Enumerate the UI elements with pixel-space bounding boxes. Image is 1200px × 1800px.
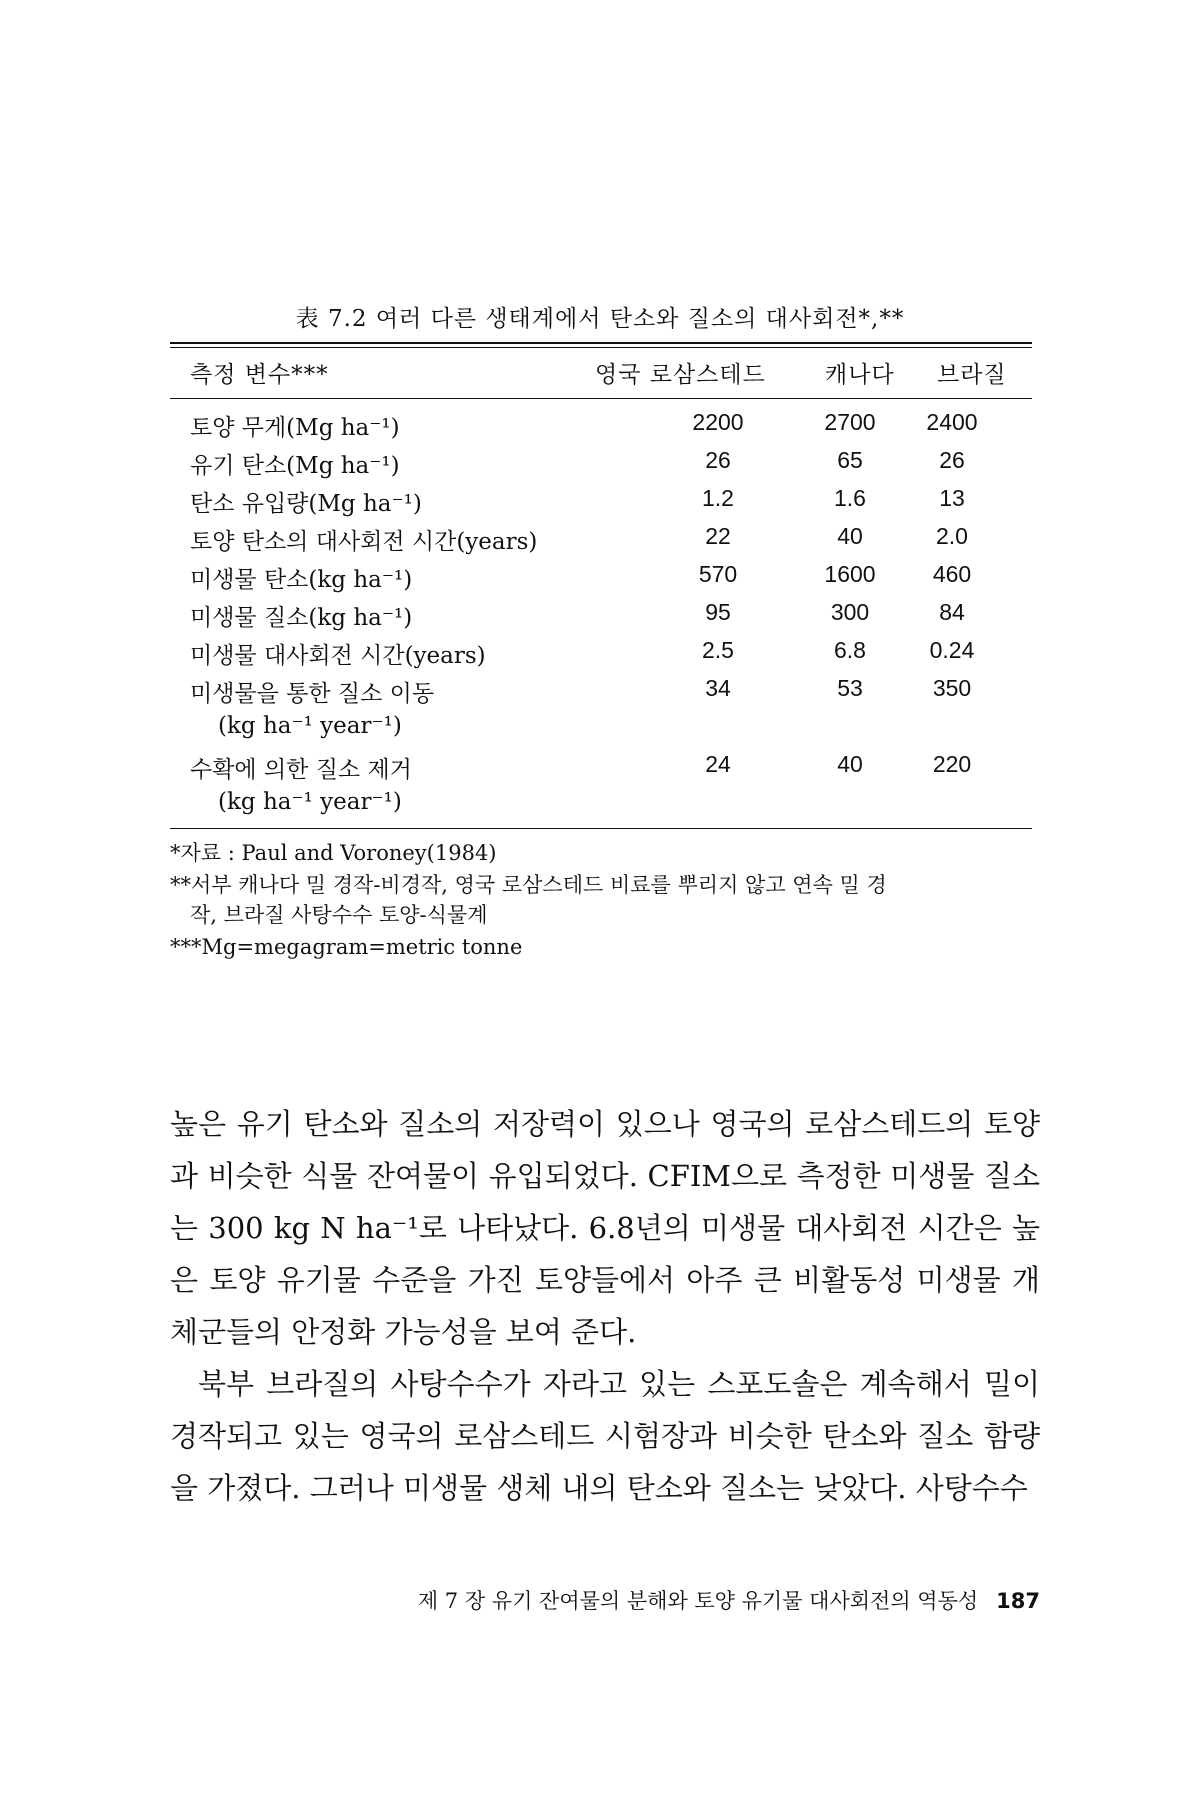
row-label: 토양 무게(Mg ha⁻¹) bbox=[190, 415, 400, 441]
header-canada: 캐나다 bbox=[825, 362, 895, 388]
row-label: 미생물 질소(kg ha⁻¹) bbox=[190, 605, 413, 631]
header-rothamsted: 영국 로삼스테드 bbox=[595, 362, 766, 388]
row-label: 미생물 탄소(kg ha⁻¹) bbox=[190, 567, 413, 593]
cell-brazil: 350 bbox=[932, 675, 972, 701]
table-caption: 表 7.2 여러 다른 생태계에서 탄소와 질소의 대사회전*,** bbox=[295, 306, 905, 332]
cell-brazil: 460 bbox=[932, 561, 972, 587]
cell-canada: 53 bbox=[837, 675, 863, 701]
table-note-sites: **서부 캐나다 밀 경작-비경작, 영국 로삼스테드 비료를 뿌리지 않고 연속 밀 경 bbox=[170, 873, 887, 897]
cell-rothamsted: 2200 bbox=[692, 409, 744, 435]
cell-canada: 1.6 bbox=[834, 485, 866, 511]
row-label: 유기 탄소(Mg ha⁻¹) bbox=[190, 453, 400, 479]
cell-brazil: 2400 bbox=[926, 409, 978, 435]
table-bottom-rule bbox=[170, 828, 1032, 829]
cell-brazil: 0.24 bbox=[929, 637, 975, 663]
page-number: 187 bbox=[996, 1589, 1040, 1613]
cell-rothamsted: 24 bbox=[705, 751, 731, 777]
table-top-rule-thin bbox=[170, 347, 1032, 348]
row-label: 미생물을 통한 질소 이동 bbox=[190, 681, 435, 707]
cell-brazil: 26 bbox=[939, 447, 965, 473]
row-label: 미생물 대사회전 시간(years) bbox=[190, 643, 486, 669]
cell-rothamsted: 1.2 bbox=[702, 485, 734, 511]
page-footer bbox=[170, 1585, 1040, 1615]
row-unit: (kg ha⁻¹ year⁻¹) bbox=[218, 789, 402, 815]
cell-canada: 40 bbox=[837, 523, 863, 549]
cell-canada: 1600 bbox=[824, 561, 876, 587]
table-note-units: ***Mg=megagram=metric tonne bbox=[170, 935, 523, 959]
paragraph-2: 북부 브라질의 사탕수수가 자라고 있는 스포도솔은 계속해서 밀이 경작되고 있는 영국의 로삼스테드 시험장과 비슷한 탄소와 질소 함량을 가졌다. 그러나 미생물 생체 내의 탄소와 질소는 낮았다. 사탕수수 bbox=[170, 1367, 1040, 1505]
table-header-rule bbox=[170, 398, 1032, 399]
chapter-title: 제 7 장 유기 잔여물의 분해와 토양 유기물 대사회전의 역동성 bbox=[417, 1589, 979, 1613]
header-variable: 측정 변수*** bbox=[190, 362, 329, 388]
cell-rothamsted: 26 bbox=[705, 447, 731, 473]
cell-rothamsted: 2.5 bbox=[702, 637, 734, 663]
cell-canada: 6.8 bbox=[834, 637, 866, 663]
row-label: 토양 탄소의 대사회전 시간(years) bbox=[190, 529, 538, 555]
row-label: 수확에 의한 질소 제거 bbox=[190, 757, 412, 783]
cell-rothamsted: 22 bbox=[705, 523, 731, 549]
header-brazil: 브라질 bbox=[937, 362, 1007, 388]
cell-canada: 2700 bbox=[824, 409, 876, 435]
cell-brazil: 13 bbox=[939, 485, 965, 511]
row-unit: (kg ha⁻¹ year⁻¹) bbox=[218, 713, 402, 739]
cell-rothamsted: 34 bbox=[705, 675, 731, 701]
cell-brazil: 220 bbox=[932, 751, 972, 777]
cell-canada: 300 bbox=[830, 599, 870, 625]
body-text bbox=[170, 1098, 1040, 1514]
row-label: 탄소 유입량(Mg ha⁻¹) bbox=[190, 491, 422, 517]
table-note-source: *자료 : Paul and Voroney(1984) bbox=[170, 841, 497, 865]
table-top-rule bbox=[170, 342, 1032, 344]
table-note-sites-cont bbox=[170, 900, 1040, 930]
cell-brazil: 84 bbox=[939, 599, 965, 625]
paragraph-1: 높은 유기 탄소와 질소의 저장력이 있으나 영국의 로삼스테드의 토양과 비슷한 식물 잔여물이 유입되었다. CFIM으로 측정한 미생물 질소는 300 kg N ha⁻¹로 나타났다. 6.8년의 미생물 대사회전 시간은 높은 토양 유기물 수준을 가진 토양들에서 아주 큰 비활동성 미생물 개체군들의 안정화 가능성을 보여 준다. bbox=[170, 1107, 1040, 1349]
table-note-sites-cont-text: 작, 브라질 사탕수수 토양-식물계 bbox=[190, 903, 488, 927]
cell-brazil: 2.0 bbox=[936, 523, 968, 549]
cell-rothamsted: 570 bbox=[698, 561, 738, 587]
cell-canada: 65 bbox=[837, 447, 863, 473]
cell-rothamsted: 95 bbox=[705, 599, 731, 625]
cell-canada: 40 bbox=[837, 751, 863, 777]
